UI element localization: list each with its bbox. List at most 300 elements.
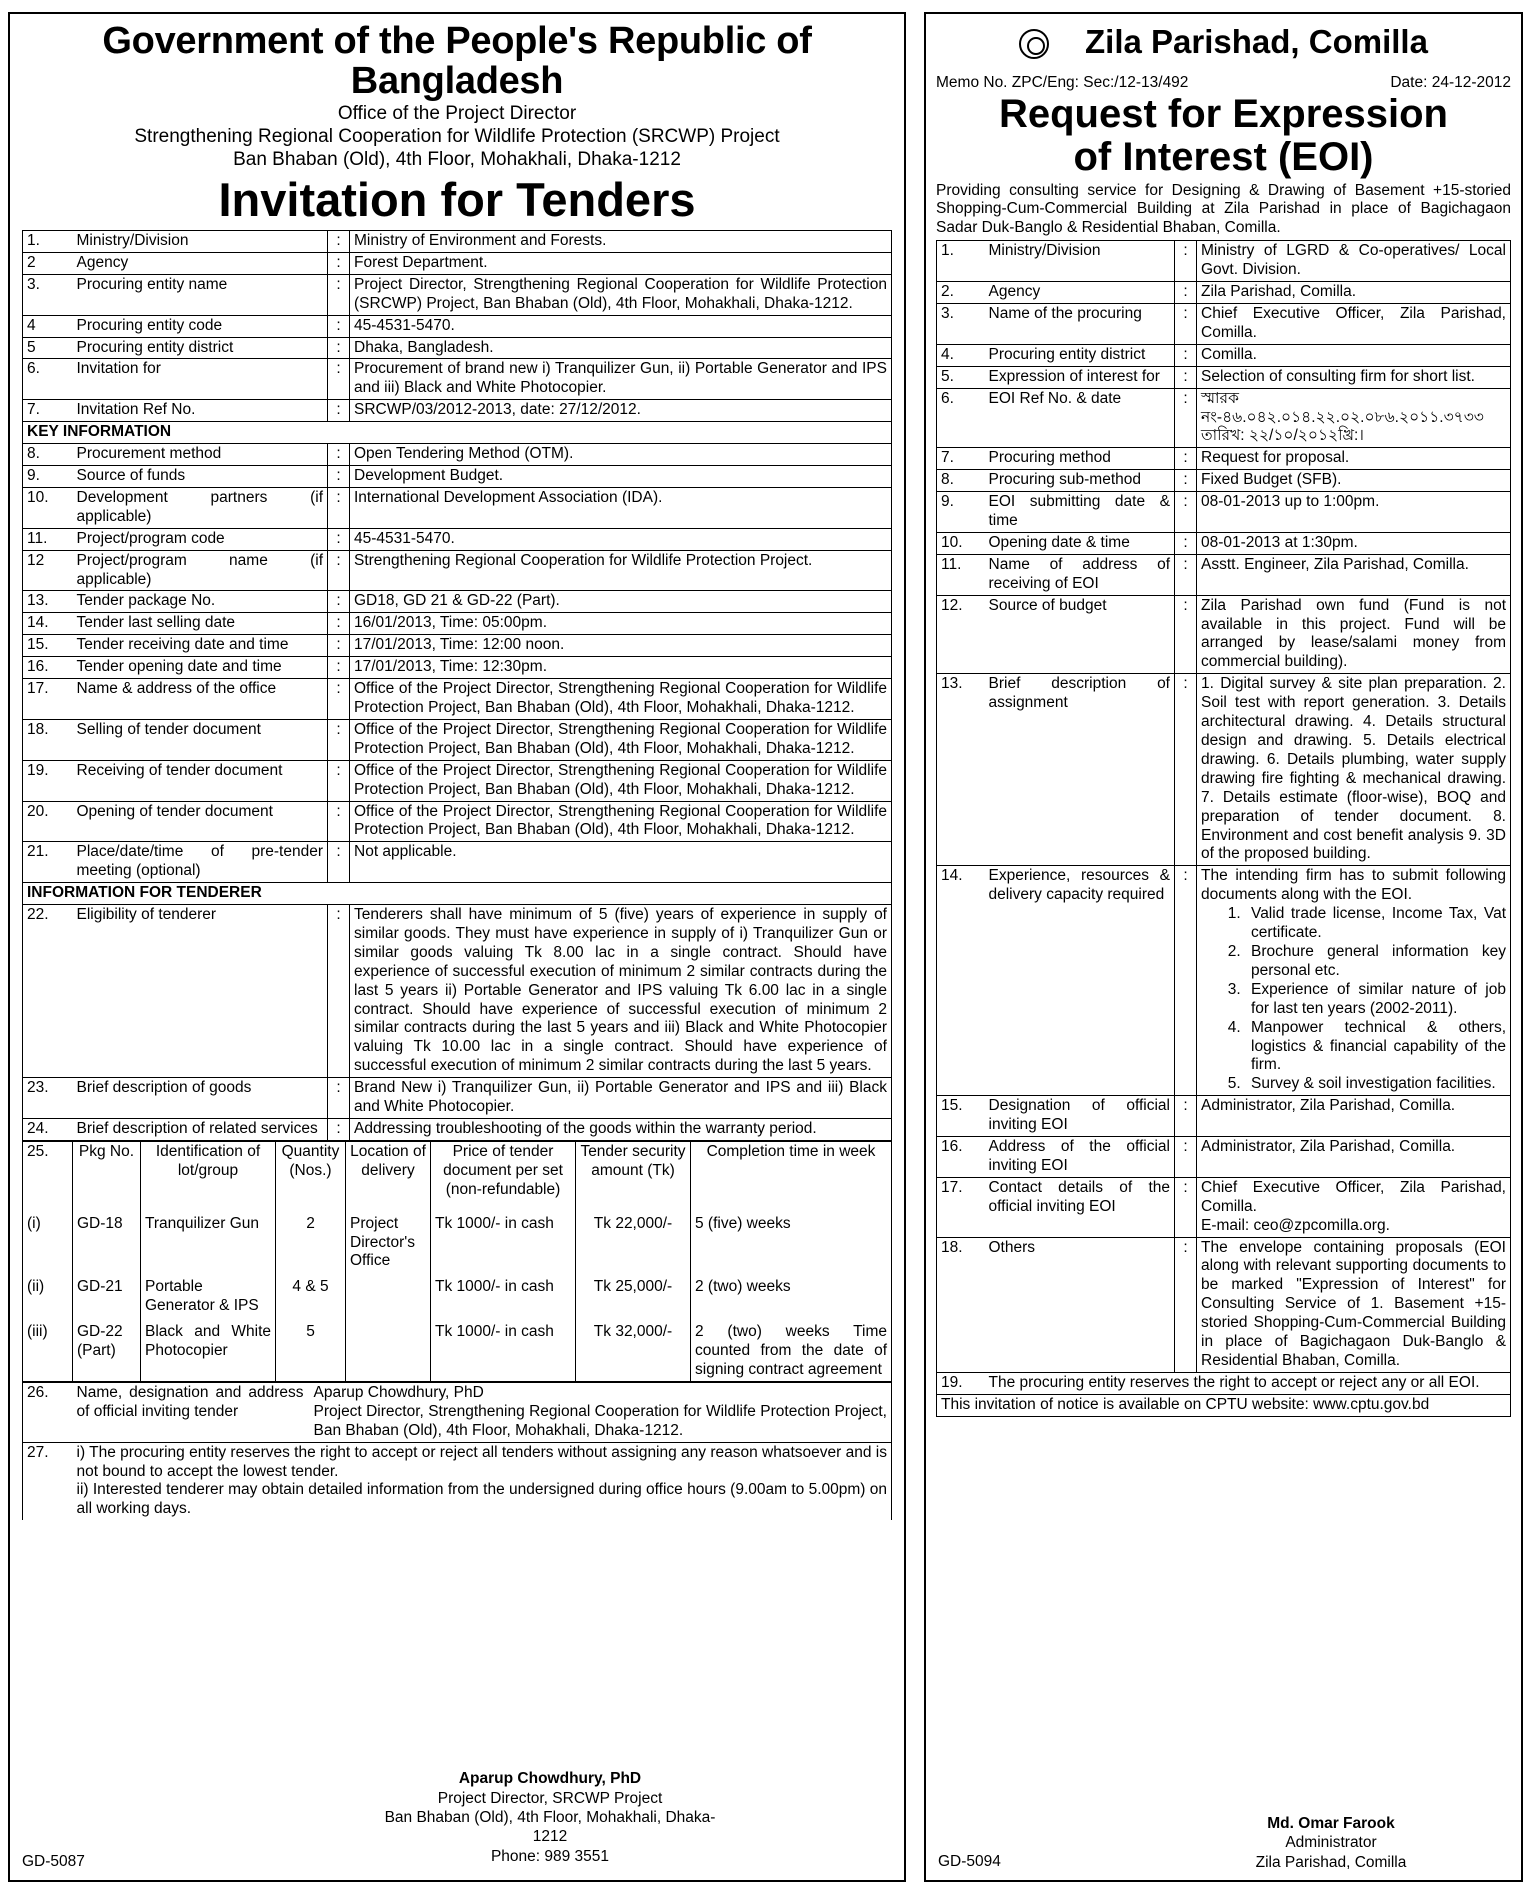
row-value: GD18, GD 21 & GD-22 (Part). xyxy=(350,591,892,613)
table-row xyxy=(937,303,1511,344)
table-row xyxy=(23,487,892,528)
eoi-notice xyxy=(924,12,1523,1882)
row-label: Opening of tender document xyxy=(73,801,328,842)
table-row xyxy=(23,1078,892,1119)
row-colon: : xyxy=(328,359,350,400)
row-number: 16. xyxy=(23,657,73,679)
row-label: Contact details of the official inviting EOI xyxy=(985,1177,1175,1237)
row-value: Selection of consulting firm for short list. xyxy=(1197,366,1511,388)
row-number: 14. xyxy=(23,613,73,635)
official-name: Aparup Chowdhury, PhD xyxy=(313,1383,484,1401)
table-row xyxy=(23,528,892,550)
row-number: 12 xyxy=(23,550,73,591)
documents-intro: The intending firm has to submit following documents along with the EOI. xyxy=(1201,867,1506,904)
row-colon: : xyxy=(328,1119,350,1141)
row-number: 5 xyxy=(23,337,73,359)
row-label: Procuring entity district xyxy=(985,344,1175,366)
contact-name: Chief Executive Officer, Zila Parishad, Comilla. xyxy=(1201,1178,1506,1215)
lot-name: Black and White Photocopier xyxy=(141,1317,276,1381)
signatory-title: Project Director, SRCWP Project xyxy=(437,1789,663,1807)
row-label: Ministry/Division xyxy=(985,241,1175,282)
row-number: 9. xyxy=(937,492,985,533)
row-number: 8. xyxy=(937,470,985,492)
table-row xyxy=(23,274,892,315)
row-number: 8. xyxy=(23,444,73,466)
pkg-header: Completion time in week xyxy=(691,1141,892,1200)
row-index: (i) xyxy=(23,1201,73,1273)
row-value: Request for proposal. xyxy=(1197,448,1511,470)
table-row xyxy=(23,591,892,613)
row-label: Name of the procuring xyxy=(985,303,1175,344)
list-item: 1. Valid trade license, Income Tax, Vat certificate. xyxy=(1245,905,1506,943)
table-row xyxy=(937,1177,1511,1237)
row-colon: : xyxy=(328,315,350,337)
table-row xyxy=(937,448,1511,470)
row-number: 14. xyxy=(937,866,985,1096)
row-number: 3. xyxy=(23,274,73,315)
row-value: SRCWP/03/2012-2013, date: 27/12/2012. xyxy=(350,400,892,422)
row-number: 4 xyxy=(23,315,73,337)
row-value: Chief Executive Officer, Zila Parishad, Comilla. xyxy=(1197,303,1511,344)
row-number: 16. xyxy=(937,1137,985,1178)
row-number: 10. xyxy=(23,487,73,528)
package-row xyxy=(23,1272,892,1317)
row-value: Ministry of Environment and Forests. xyxy=(350,231,892,253)
row-colon: : xyxy=(328,591,350,613)
row-value: Office of the Project Director, Strengthening Regional Cooperation for Wildlife Protection Project, Ban Bhaban (Old), 4th Floor, Mohakhali, Dhaka-1212. xyxy=(350,801,892,842)
eoi-table xyxy=(936,240,1511,1416)
tender-table-b xyxy=(22,1382,892,1520)
row-colon: : xyxy=(1175,448,1197,470)
pkg-number: GD-21 xyxy=(73,1272,141,1317)
row-number: 25. xyxy=(23,1141,73,1200)
row-label: Selling of tender document xyxy=(73,719,328,760)
row-value: Not applicable. xyxy=(350,842,892,883)
package-row xyxy=(23,1317,892,1381)
row-number: 19. xyxy=(937,1372,985,1394)
document-price: Tk 1000/- in cash xyxy=(431,1317,576,1381)
row-colon: : xyxy=(1175,674,1197,866)
pkg-header: Price of tender document per set (non-refundable) xyxy=(431,1141,576,1200)
row-label: Eligibility of tenderer xyxy=(73,905,328,1078)
project-line: Strengthening Regional Cooperation for Wildlife Protection (SRCWP) Project xyxy=(134,125,780,147)
row-value: Strengthening Regional Cooperation for Wildlife Protection Project. xyxy=(350,550,892,591)
row-number: 6. xyxy=(937,388,985,448)
row-label: Opening date & time xyxy=(985,532,1175,554)
row-label: Receiving of tender document xyxy=(73,760,328,801)
row-colon: : xyxy=(328,337,350,359)
memo-date: Date: 24-12-2012 xyxy=(1390,74,1511,92)
row-value: Comilla. xyxy=(1197,344,1511,366)
row-number: 13. xyxy=(23,591,73,613)
row-value: Fixed Budget (SFB). xyxy=(1197,470,1511,492)
row-value: 17/01/2013, Time: 12:30pm. xyxy=(350,657,892,679)
row-colon: : xyxy=(328,1078,350,1119)
row-colon: : xyxy=(1175,492,1197,533)
table-row xyxy=(23,444,892,466)
row-number: 12. xyxy=(937,595,985,674)
row-value: Development Budget. xyxy=(350,466,892,488)
table-row xyxy=(23,231,892,253)
document-price: Tk 1000/- in cash xyxy=(431,1201,576,1273)
row-colon: : xyxy=(328,760,350,801)
row-label: Tender last selling date xyxy=(73,613,328,635)
pkg-header: Identification of lot/group xyxy=(141,1141,276,1200)
row-value: 45-4531-5470. xyxy=(350,315,892,337)
delivery-location: Project Director's Office xyxy=(346,1201,431,1273)
security-amount: Tk 32,000/- xyxy=(576,1317,691,1381)
pkg-number: GD-22 (Part) xyxy=(73,1317,141,1381)
table-row xyxy=(937,1096,1511,1137)
row-label: Brief description of assignment xyxy=(985,674,1175,866)
list-item: 3. Experience of similar nature of job for last ten years (2002-2011). xyxy=(1245,981,1506,1019)
completion-time: 5 (five) weeks xyxy=(691,1201,892,1273)
row-colon: : xyxy=(328,801,350,842)
table-row xyxy=(23,550,892,591)
row-label: Project/program code xyxy=(73,528,328,550)
row-colon: : xyxy=(328,842,350,883)
row-colon: : xyxy=(1175,554,1197,595)
row-colon: : xyxy=(1175,866,1197,1096)
row-colon: : xyxy=(328,719,350,760)
row-number: 2. xyxy=(937,282,985,304)
row-label: Project/program name (if applicable) xyxy=(73,550,328,591)
row-colon: : xyxy=(1175,282,1197,304)
row-value xyxy=(73,1442,892,1520)
row-colon: : xyxy=(1175,595,1197,674)
row-value: Office of the Project Director, Strengthening Regional Cooperation for Wildlife Protection Project, Ban Bhaban (Old), 4th Floor, Mohakhali, Dhaka-1212. xyxy=(350,719,892,760)
row-value: Administrator, Zila Parishad, Comilla. xyxy=(1197,1096,1511,1137)
lot-name: Portable Generator & IPS xyxy=(141,1272,276,1317)
row-label: Brief description of goods xyxy=(73,1078,328,1119)
eoi-heading-1: Request for Expression xyxy=(998,92,1448,137)
row-number: 17. xyxy=(23,679,73,720)
row-label: Development partners (if applicable) xyxy=(73,487,328,528)
row-colon: : xyxy=(1175,470,1197,492)
table-row xyxy=(23,337,892,359)
row-value: Ministry of LGRD & Co-operatives/ Local Govt. Division. xyxy=(1197,241,1511,282)
row-label: Agency xyxy=(73,252,328,274)
table-row xyxy=(937,492,1511,533)
table-row xyxy=(937,674,1511,866)
row-number: 6. xyxy=(23,359,73,400)
row-value: Asstt. Engineer, Zila Parishad, Comilla. xyxy=(1197,554,1511,595)
row-number: 27. xyxy=(23,1442,73,1520)
section-key-info: KEY INFORMATION xyxy=(23,422,892,444)
table-row xyxy=(937,470,1511,492)
completion-time: 2 (two) weeks xyxy=(691,1272,892,1317)
row-value xyxy=(1197,1177,1511,1237)
pkg-header: Quantity (Nos.) xyxy=(276,1141,346,1200)
table-row xyxy=(937,1394,1511,1416)
gd-number: GD-5094 xyxy=(938,1853,1001,1871)
table-row xyxy=(23,635,892,657)
signature-block xyxy=(1201,1814,1461,1872)
gd-number: GD-5087 xyxy=(22,1853,85,1871)
signatory-name: Md. Omar Farook xyxy=(1267,1814,1395,1832)
completion-time: 2 (two) weeks Time counted from the date of signing contract agreement xyxy=(691,1317,892,1381)
row-label: Tender package No. xyxy=(73,591,328,613)
row-value: Zila Parishad, Comilla. xyxy=(1197,282,1511,304)
table-row xyxy=(937,282,1511,304)
row-label: Invitation Ref No. xyxy=(73,400,328,422)
row-value: 17/01/2013, Time: 12:00 noon. xyxy=(350,635,892,657)
row-index: (iii) xyxy=(23,1317,73,1381)
table-row xyxy=(937,241,1511,282)
information-note: ii) Interested tenderer may obtain detailed information from the undersigned during office hours (9.00am to 5.00pm) on all working days. xyxy=(76,1481,887,1518)
table-row xyxy=(23,760,892,801)
table-row xyxy=(23,679,892,720)
official-address: Project Director, Strengthening Regional Cooperation for Wildlife Protection Project, Ban Bhaban (Old), 4th Floor, Mohakhali, Dhaka-1212. xyxy=(313,1402,887,1439)
table-row xyxy=(23,1382,892,1442)
row-colon: : xyxy=(328,550,350,591)
package-table xyxy=(22,1141,892,1382)
row-colon: : xyxy=(328,231,350,253)
emblem-icon xyxy=(1019,29,1049,59)
quantity: 5 xyxy=(276,1317,346,1381)
org-header xyxy=(936,22,1511,62)
table-row xyxy=(23,466,892,488)
row-number: 10. xyxy=(937,532,985,554)
row-number: 22. xyxy=(23,905,73,1078)
security-amount: Tk 25,000/- xyxy=(576,1272,691,1317)
row-colon: : xyxy=(1175,532,1197,554)
row-value: Administrator, Zila Parishad, Comilla. xyxy=(1197,1137,1511,1178)
row-label: Name, designation and address of official inviting tender xyxy=(73,1382,308,1442)
row-colon: : xyxy=(328,444,350,466)
row-number: 18. xyxy=(937,1237,985,1372)
row-label: Tender opening date and time xyxy=(73,657,328,679)
row-colon: : xyxy=(328,613,350,635)
row-number: 2 xyxy=(23,252,73,274)
table-row xyxy=(937,366,1511,388)
table-row xyxy=(937,344,1511,366)
row-value: Tenderers shall have minimum of 5 (five) years of experience in supply of similar goods. They must have experience in supply of i) Tranquilizer Gun or similar goods valuing Tk 8.00 lac in a single contract. Should have experience of successful execution of minimum 2 similar contracts during the last 5 years ii) Portable Generator and IPS valuing Tk 6.00 lac in a single contract. Should have experience of successful execution of minimum 2 similar contracts during the last 5 years and iii) Black and White Photocopier valuing Tk 10.00 lac in a single contract. Should have experience of successful execution of minimum 2 similar contracts during the last 5 years. xyxy=(350,905,892,1078)
row-label: Procuring entity name xyxy=(73,274,328,315)
package-header-row xyxy=(23,1141,892,1200)
row-colon: : xyxy=(328,487,350,528)
row-value: Open Tendering Method (OTM). xyxy=(350,444,892,466)
row-label: Expression of interest for xyxy=(985,366,1175,388)
row-value: Brand New i) Tranquilizer Gun, ii) Portable Generator and IPS and iii) Black and White Photocopier. xyxy=(350,1078,892,1119)
row-colon: : xyxy=(1175,303,1197,344)
row-label: Agency xyxy=(985,282,1175,304)
row-label: Name & address of the office xyxy=(73,679,328,720)
row-value: Dhaka, Bangladesh. xyxy=(350,337,892,359)
row-value: The envelope containing proposals (EOI along with relevant supporting documents to be marked "Expression of Interest" for Consulting Service of 1. Basement +15-storied Shopping-Cum-Commercial Building in place of Bagichagaon Duk-Banglo & Residential Bhaban, Comilla. xyxy=(1197,1237,1511,1372)
row-value: 08-01-2013 at 1:30pm. xyxy=(1197,532,1511,554)
row-number: 5. xyxy=(937,366,985,388)
tender-notice xyxy=(8,12,906,1882)
row-number: 3. xyxy=(937,303,985,344)
signature-block xyxy=(370,1769,730,1866)
tender-table-a xyxy=(22,230,892,1141)
row-label: EOI submitting date & time xyxy=(985,492,1175,533)
table-row xyxy=(23,252,892,274)
row-number: 15. xyxy=(937,1096,985,1137)
signatory-title: Administrator xyxy=(1285,1834,1377,1852)
row-number: 26. xyxy=(23,1382,73,1442)
row-number: 19. xyxy=(23,760,73,801)
table-row xyxy=(23,719,892,760)
table-row xyxy=(937,1237,1511,1372)
row-colon: : xyxy=(1175,1096,1197,1137)
row-colon: : xyxy=(328,466,350,488)
office-line: Office of the Project Director xyxy=(337,102,577,124)
table-row xyxy=(23,1442,892,1520)
signatory-address: Ban Bhaban (Old), 4th Floor, Mohakhali, Dhaka-1212 xyxy=(384,1808,716,1846)
row-label: Place/date/time of pre-tender meeting (optional) xyxy=(73,842,328,883)
delivery-location xyxy=(346,1317,431,1381)
gov-title: Government of the People's Republic of Bangladesh xyxy=(102,20,812,102)
table-row xyxy=(23,801,892,842)
row-label: Procurement method xyxy=(73,444,328,466)
row-number: 1. xyxy=(23,231,73,253)
eoi-intro: Providing consulting service for Designing & Drawing of Basement +15-storied Shopping-Cum-Commercial Building at Zila Parishad in place of Bagichagaon Sadar Duk-Banglo & Residential Bhaban, Comilla. xyxy=(936,181,1511,237)
row-label: Tender receiving date and time xyxy=(73,635,328,657)
row-label: Others xyxy=(985,1237,1175,1372)
row-colon: : xyxy=(328,657,350,679)
row-number: 4. xyxy=(937,344,985,366)
row-value: Addressing troubleshooting of the goods within the warranty period. xyxy=(350,1119,892,1141)
row-value: Project Director, Strengthening Regional Cooperation for Wildlife Protection (SRCWP) Project, Ban Bhaban (Old), 4th Floor, Mohakhali, Dhaka-1212. xyxy=(350,274,892,315)
row-colon: : xyxy=(1175,366,1197,388)
pkg-header: Pkg No. xyxy=(73,1141,141,1200)
address-line: Ban Bhaban (Old), 4th Floor, Mohakhali, Dhaka-1212 xyxy=(233,149,681,171)
row-colon: : xyxy=(1175,1137,1197,1178)
row-colon: : xyxy=(328,400,350,422)
row-number: 7. xyxy=(937,448,985,470)
pkg-number: GD-18 xyxy=(73,1201,141,1273)
list-item: 4. Manpower technical & others, logistics & financial capability of the firm. xyxy=(1245,1019,1506,1076)
memo-number: Memo No. ZPC/Eng: Sec:/12-13/492 xyxy=(936,74,1189,92)
list-item: 5. Survey & soil investigation facilities. xyxy=(1245,1075,1506,1094)
table-row xyxy=(23,905,892,1078)
signatory-phone: Phone: 989 3551 xyxy=(490,1847,610,1865)
table-row xyxy=(937,554,1511,595)
table-row xyxy=(937,1372,1511,1394)
row-value: 45-4531-5470. xyxy=(350,528,892,550)
table-row xyxy=(937,532,1511,554)
table-row xyxy=(937,866,1511,1096)
signatory-name: Aparup Chowdhury, PhD xyxy=(458,1770,642,1788)
row-value xyxy=(308,1382,892,1442)
pkg-header: Tender security amount (Tk) xyxy=(576,1141,691,1200)
row-label: Procuring entity district xyxy=(73,337,328,359)
table-row xyxy=(23,613,892,635)
row-number: 11. xyxy=(937,554,985,595)
eoi-heading-2: of Interest (EOI) xyxy=(1073,135,1374,180)
row-label: Source of funds xyxy=(73,466,328,488)
row-value: 08-01-2013 up to 1:00pm. xyxy=(1197,492,1511,533)
document-price: Tk 1000/- in cash xyxy=(431,1272,576,1317)
reservation-note: i) The procuring entity reserves the right to accept or reject all tenders without assigning any reason whatsoever and is not bound to accept the lowest tender. xyxy=(76,1443,887,1480)
row-colon: : xyxy=(1175,388,1197,448)
row-colon: : xyxy=(328,635,350,657)
row-value: স্মারক নং-৪৬.০৪২.০১৪.২২.০২.০৮৬.২০১১.৩৭৩৩ তারিখ: ২২/১০/২০১২খ্রি:। xyxy=(1197,388,1511,448)
row-value: Forest Department. xyxy=(350,252,892,274)
signatory-office: Zila Parishad, Comilla xyxy=(1255,1853,1407,1871)
row-value: Office of the Project Director, Strengthening Regional Cooperation for Wildlife Protection Project, Ban Bhaban (Old), 4th Floor, Mohakhali, Dhaka-1212. xyxy=(350,760,892,801)
row-value: The procuring entity reserves the right to accept or reject any or all EOI. xyxy=(985,1372,1511,1394)
notice-heading: Invitation for Tenders xyxy=(218,173,696,227)
row-number: 18. xyxy=(23,719,73,760)
row-label: Name of address of receiving of EOI xyxy=(985,554,1175,595)
row-number: 13. xyxy=(937,674,985,866)
row-value: 1. Digital survey & site plan preparation. 2. Soil test with report generation. 3. Details architectural drawing. 4. Details structural design and drawing. 5. Details electrical drawing. 6. Details plumbing, water supply drawing fire fighting & mechanical drawing. 7. Details estimate (floor-wise), BOQ and preparation of tender document. 8. Environment and cost benefit analysis 9. 3D of the proposed building. xyxy=(1197,674,1511,866)
row-colon: : xyxy=(328,679,350,720)
row-colon: : xyxy=(1175,241,1197,282)
delivery-location xyxy=(346,1272,431,1317)
table-row xyxy=(937,1137,1511,1178)
row-value xyxy=(1197,866,1511,1096)
list-item: 2. Brochure general information key personal etc. xyxy=(1245,943,1506,981)
row-colon: : xyxy=(1175,1177,1197,1237)
pkg-header: Location of delivery xyxy=(346,1141,431,1200)
row-label: Procuring method xyxy=(985,448,1175,470)
row-number: 21. xyxy=(23,842,73,883)
row-label: Procuring entity code xyxy=(73,315,328,337)
row-number: 24. xyxy=(23,1119,73,1141)
table-row xyxy=(23,359,892,400)
quantity: 2 xyxy=(276,1201,346,1273)
row-value: International Development Association (IDA). xyxy=(350,487,892,528)
row-number: 1. xyxy=(937,241,985,282)
table-row xyxy=(937,595,1511,674)
section-tenderer-info: INFORMATION FOR TENDERER xyxy=(23,883,892,905)
row-number: 20. xyxy=(23,801,73,842)
row-label: Ministry/Division xyxy=(73,231,328,253)
quantity: 4 & 5 xyxy=(276,1272,346,1317)
contact-email: E-mail: ceo@zpcomilla.org. xyxy=(1201,1216,1390,1234)
table-row xyxy=(23,400,892,422)
table-row xyxy=(23,1119,892,1141)
row-colon: : xyxy=(328,252,350,274)
table-row xyxy=(23,315,892,337)
row-number: 17. xyxy=(937,1177,985,1237)
lot-name: Tranquilizer Gun xyxy=(141,1201,276,1273)
row-number: 7. xyxy=(23,400,73,422)
row-colon: : xyxy=(328,274,350,315)
row-number: 23. xyxy=(23,1078,73,1119)
package-row xyxy=(23,1201,892,1273)
row-label: Source of budget xyxy=(985,595,1175,674)
row-index: (ii) xyxy=(23,1272,73,1317)
row-label: EOI Ref No. & date xyxy=(985,388,1175,448)
row-label: Invitation for xyxy=(73,359,328,400)
table-row xyxy=(23,657,892,679)
row-number: 9. xyxy=(23,466,73,488)
memo-line xyxy=(936,74,1511,93)
row-colon: : xyxy=(328,905,350,1078)
documents-list xyxy=(1245,905,1506,1094)
table-row xyxy=(23,842,892,883)
row-colon: : xyxy=(328,528,350,550)
row-value: Office of the Project Director, Strengthening Regional Cooperation for Wildlife Protection Project, Ban Bhaban (Old), 4th Floor, Mohakhali, Dhaka-1212. xyxy=(350,679,892,720)
row-label: Address of the official inviting EOI xyxy=(985,1137,1175,1178)
row-number: 15. xyxy=(23,635,73,657)
org-title: Zila Parishad, Comilla xyxy=(1085,23,1428,60)
security-amount: Tk 22,000/- xyxy=(576,1201,691,1273)
row-label: Procuring sub-method xyxy=(985,470,1175,492)
cptu-note: This invitation of notice is available on CPTU website: www.cptu.gov.bd xyxy=(937,1394,1511,1416)
table-row xyxy=(937,388,1511,448)
row-colon: : xyxy=(1175,344,1197,366)
row-value: Zila Parishad own fund (Fund is not available in this project. Fund will be arranged by lease/salami money from commercial building). xyxy=(1197,595,1511,674)
row-label: Brief description of related services xyxy=(73,1119,328,1141)
row-label: Experience, resources & delivery capacity required xyxy=(985,866,1175,1096)
row-value: Procurement of brand new i) Tranquilizer Gun, ii) Portable Generator and IPS and iii) Black and White Photocopier. xyxy=(350,359,892,400)
